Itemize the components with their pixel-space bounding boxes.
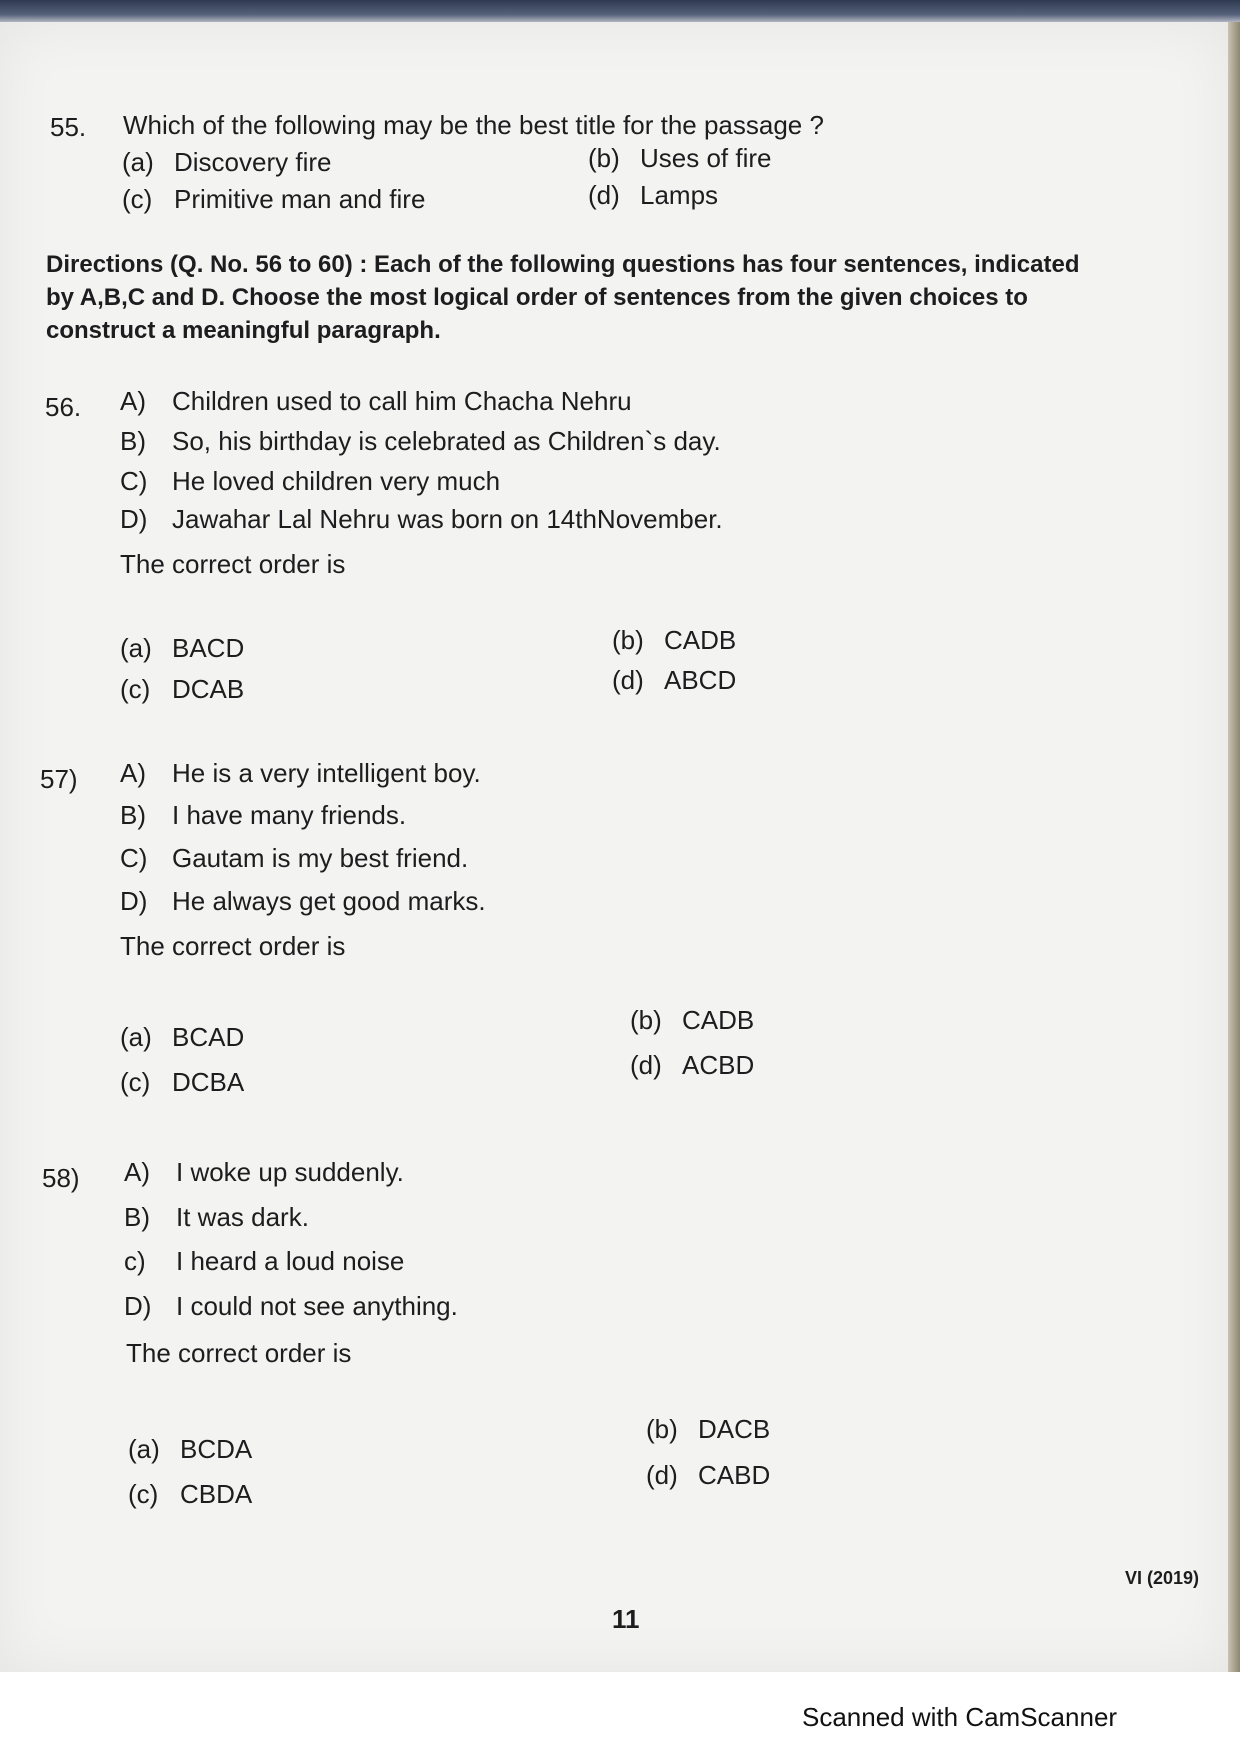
option-a: (a) BCDA — [128, 1434, 253, 1464]
option-d: (d) Lamps — [588, 180, 719, 210]
scan-right-edge — [1228, 22, 1240, 1672]
question-number: 57) — [40, 764, 78, 794]
order-label: The correct order is — [126, 1338, 352, 1368]
option-c: (c) DCAB — [120, 674, 245, 704]
option-b: (b) DACB — [646, 1414, 771, 1444]
directions-text: Directions (Q. No. 56 to 60) : Each of the following questions has four sentences, indicated by A,B,C and D. Choose the most logical order of sentences from the given choices to construct a meaningful paragraph. — [46, 251, 1080, 344]
option-d: (d) ACBD — [630, 1050, 755, 1080]
option-a: (a) BCAD — [120, 1022, 245, 1052]
sentence-c: c) I heard a loud noise — [124, 1246, 405, 1276]
sentence-b: B) It was dark. — [124, 1202, 309, 1232]
sentence-b: B) I have many friends. — [120, 800, 407, 830]
option-a: (a) Discovery fire — [122, 147, 332, 177]
option-b: (b) Uses of fire — [588, 143, 772, 173]
sentence-a: A) I woke up suddenly. — [124, 1157, 404, 1187]
page-number: 11 — [612, 1604, 640, 1634]
option-c: (c) Primitive man and fire — [122, 184, 426, 214]
sentence-a: A) He is a very intelligent boy. — [120, 758, 481, 788]
sentence-b: B) So, his birthday is celebrated as Children`s day. — [120, 426, 721, 456]
sentence-c: C) Gautam is my best friend. — [120, 843, 469, 873]
option-d: (d) CABD — [646, 1460, 771, 1490]
sentence-c: C) He loved children very much — [120, 466, 501, 496]
order-label: The correct order is — [120, 549, 346, 579]
option-a: (a) BACD — [120, 633, 245, 663]
sentence-d: D) He always get good marks. — [120, 886, 486, 916]
sentence-d: D) I could not see anything. — [124, 1291, 458, 1321]
sentence-a: A) Children used to call him Chacha Nehru — [120, 386, 632, 416]
paper-code: VI (2019) — [1125, 1568, 1200, 1588]
option-c: (c) DCBA — [120, 1067, 245, 1097]
question-number: 55. — [50, 112, 87, 142]
option-d: (d) ABCD — [612, 665, 737, 695]
option-c: (c) CBDA — [128, 1479, 253, 1509]
option-b: (b) CADB — [612, 625, 737, 655]
scanner-watermark: Scanned with CamScanner — [802, 1702, 1118, 1732]
sentence-d: D) Jawahar Lal Nehru was born on 14thNovember. — [120, 504, 723, 534]
question-number: 56. — [45, 392, 82, 422]
option-b: (b) CADB — [630, 1005, 755, 1035]
order-label: The correct order is — [120, 931, 346, 961]
scan-top-edge — [0, 0, 1240, 24]
question-text: Which of the following may be the best title for the passage ? — [123, 110, 824, 140]
question-number: 58) — [42, 1163, 80, 1193]
